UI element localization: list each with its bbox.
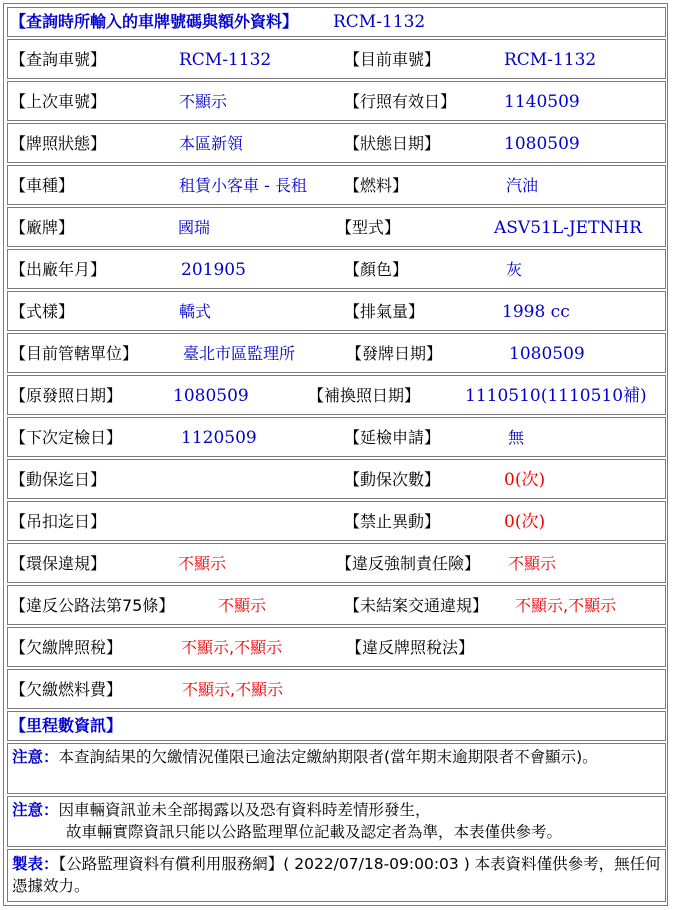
field-value: 不顯示 bbox=[218, 596, 267, 615]
field-label: 【狀態日期】 bbox=[344, 134, 441, 153]
table-row bbox=[7, 207, 666, 247]
field-label: 【出廠年月】 bbox=[10, 260, 107, 279]
note-body: 因車輛資訊並未全部揭露以及恐有資料時差情形發生， bbox=[58, 801, 431, 819]
field-label: 【車種】 bbox=[10, 176, 75, 195]
table-row bbox=[7, 375, 666, 415]
field-value: 本區新領 bbox=[179, 134, 244, 153]
field-value: 不顯示,不顯示 bbox=[182, 680, 284, 699]
field-label: 【吊扣迄日】 bbox=[10, 512, 107, 531]
field-label: 【廠牌】 bbox=[10, 218, 75, 237]
mileage-row bbox=[7, 711, 666, 741]
note-text bbox=[12, 853, 661, 897]
note-body: 【公路監理資料有償利用服務網】( 2022/07/18-09:00:03 ) 本表資料僅供參考，無任何憑據效力。 bbox=[12, 855, 661, 895]
field-value: 1140509 bbox=[504, 92, 580, 112]
field-value: 轎式 bbox=[179, 302, 212, 321]
table-row bbox=[7, 543, 666, 583]
field-value: 不顯示 bbox=[178, 554, 227, 573]
note-body: 本查詢結果的欠繳情況僅限已逾法定繳納期限者(當年期末逾期限者不會顯示)。 bbox=[58, 748, 598, 766]
field-value: 無 bbox=[508, 428, 525, 447]
field-value: 國瑞 bbox=[178, 218, 211, 237]
table-row bbox=[7, 585, 666, 625]
field-value: 不顯示,不顯示 bbox=[515, 596, 617, 615]
field-value: 1080509 bbox=[173, 386, 249, 406]
table-row bbox=[7, 459, 666, 499]
header-row bbox=[7, 7, 666, 37]
table-row bbox=[7, 81, 666, 121]
table-row bbox=[7, 39, 666, 79]
field-value: 1080509 bbox=[509, 344, 585, 364]
field-value: 1080509 bbox=[504, 134, 580, 154]
field-label: 【補換照日期】 bbox=[308, 386, 421, 405]
field-label: 【排氣量】 bbox=[344, 302, 425, 321]
field-value: 不顯示 bbox=[508, 554, 557, 573]
note-text bbox=[66, 821, 661, 843]
field-label: 【目前管轄單位】 bbox=[10, 344, 139, 363]
field-label: 【動保次數】 bbox=[344, 470, 441, 489]
field-label: 【違反公路法第75條】 bbox=[10, 596, 175, 615]
field-label: 【牌照狀態】 bbox=[10, 134, 107, 153]
table-row bbox=[7, 291, 666, 331]
field-label: 【原發照日期】 bbox=[10, 386, 123, 405]
field-label: 【違反牌照稅法】 bbox=[346, 638, 475, 657]
field-value: 201905 bbox=[181, 260, 246, 280]
note-label: 注意： bbox=[12, 801, 59, 819]
table-row bbox=[7, 249, 666, 289]
table-row bbox=[7, 333, 666, 373]
field-label: 【上次車號】 bbox=[10, 92, 107, 111]
note-box bbox=[7, 796, 666, 847]
note-text bbox=[12, 746, 661, 768]
table-row bbox=[7, 417, 666, 457]
field-value: 灰 bbox=[506, 260, 523, 279]
note-label: 注意： bbox=[12, 748, 59, 766]
table-row bbox=[7, 501, 666, 541]
field-label: 【違反強制責任險】 bbox=[336, 554, 481, 573]
field-label: 【式樣】 bbox=[10, 302, 75, 321]
field-label: 【下次定檢日】 bbox=[10, 428, 123, 447]
field-value: 不顯示,不顯示 bbox=[181, 638, 283, 657]
field-value: 1120509 bbox=[181, 428, 257, 448]
field-value: 1998 cc bbox=[502, 302, 570, 322]
field-label: 【延檢申請】 bbox=[344, 428, 441, 447]
mileage-title: 【里程數資訊】 bbox=[10, 716, 123, 735]
field-label: 【欠繳燃料費】 bbox=[10, 680, 123, 699]
field-label: 【燃料】 bbox=[344, 176, 409, 195]
note-text bbox=[12, 799, 661, 821]
field-label: 【環保違規】 bbox=[10, 554, 107, 573]
table-row bbox=[7, 165, 666, 205]
field-value: ASV51L-JETNHR bbox=[494, 218, 642, 238]
field-label: 【欠繳牌照稅】 bbox=[10, 638, 123, 657]
note-box bbox=[7, 743, 666, 794]
field-label: 【型式】 bbox=[336, 218, 401, 237]
field-value: 0(次) bbox=[504, 470, 546, 490]
field-value: RCM-1132 bbox=[504, 50, 597, 70]
field-label: 【目前車號】 bbox=[344, 50, 441, 69]
table-row bbox=[7, 123, 666, 163]
field-label: 【發牌日期】 bbox=[346, 344, 443, 363]
table-row bbox=[7, 669, 666, 709]
field-label: 【動保迄日】 bbox=[10, 470, 107, 489]
note-box bbox=[7, 849, 666, 902]
header-plate: RCM-1132 bbox=[333, 12, 426, 32]
header-title: 【查詢時所輸入的車牌號碼與額外資料】 bbox=[10, 12, 299, 31]
table-row bbox=[7, 627, 666, 667]
field-value: 1110510(1110510補) bbox=[465, 386, 647, 406]
field-value: 臺北市區監理所 bbox=[183, 344, 296, 363]
note-body: 故車輛實際資訊只能以公路監理單位記載及認定者為準，本表僅供參考。 bbox=[66, 823, 563, 841]
field-value: 汽油 bbox=[506, 176, 539, 195]
field-value: 不顯示 bbox=[179, 92, 228, 111]
field-value: 0(次) bbox=[504, 512, 546, 532]
field-label: 【查詢車號】 bbox=[10, 50, 107, 69]
field-label: 【未結案交通違規】 bbox=[344, 596, 489, 615]
field-value: RCM-1132 bbox=[179, 50, 272, 70]
field-label: 【禁止異動】 bbox=[344, 512, 441, 531]
field-label: 【行照有效日】 bbox=[344, 92, 457, 111]
field-value: 租賃小客車 - 長租 bbox=[179, 176, 307, 195]
field-label: 【顏色】 bbox=[344, 260, 409, 279]
note-label: 製表： bbox=[12, 855, 59, 873]
